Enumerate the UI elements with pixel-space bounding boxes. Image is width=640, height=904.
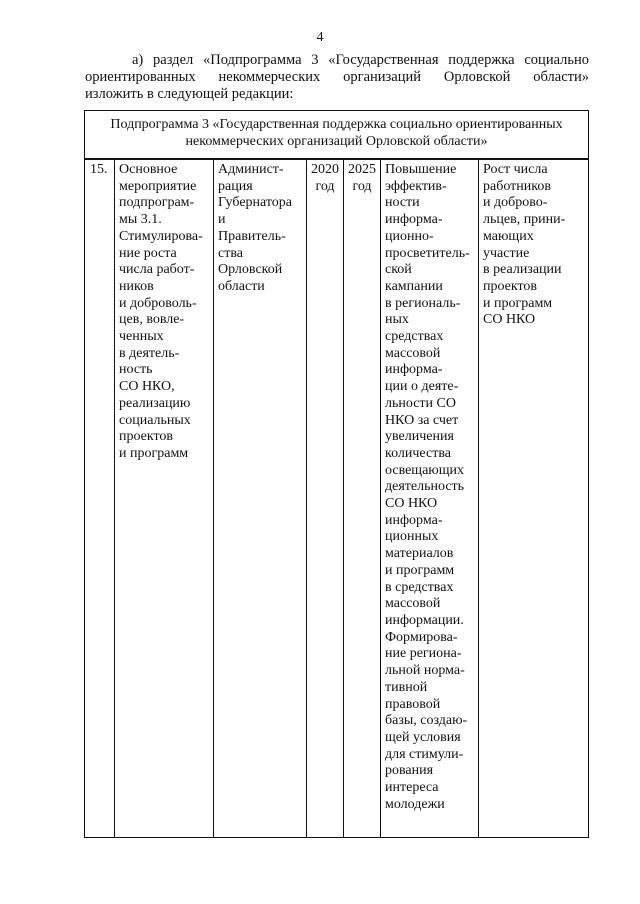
text-line: льности СО xyxy=(385,395,456,411)
start-year xyxy=(307,162,343,195)
text-line: кампании xyxy=(385,278,443,294)
header-line-1: Подпрограмма 3 «Государственная поддержка социально ориентированных xyxy=(110,117,563,132)
expected-result-cell xyxy=(381,159,479,838)
text-line: ченных xyxy=(119,329,164,345)
subprogram-table xyxy=(84,110,589,838)
text-line: проектов xyxy=(483,278,538,294)
executor-text xyxy=(218,162,303,296)
text-line: средствах xyxy=(385,329,444,345)
text-line: ционно- xyxy=(385,228,434,244)
text-line: год xyxy=(352,178,372,194)
header-line-2: некоммерческих организаций Орловской области» xyxy=(185,134,488,149)
indicator-cell xyxy=(479,159,589,838)
table-row xyxy=(85,159,589,838)
measure-text xyxy=(119,162,210,463)
text-line: льной норма- xyxy=(385,663,465,679)
text-line: тивной xyxy=(385,679,428,695)
text-line: в реализации xyxy=(483,262,562,278)
text-line: реализацию xyxy=(119,395,191,411)
text-line: увеличения xyxy=(385,429,454,445)
text-line: Правитель- xyxy=(218,228,286,244)
text-line: СО НКО xyxy=(483,312,536,328)
text-line: СО НКО xyxy=(385,496,438,512)
text-line: базы, создаю- xyxy=(385,713,468,729)
text-line: числа работ- xyxy=(119,262,195,278)
text-line: ние роста xyxy=(119,245,177,261)
text-line: Рост числа xyxy=(483,162,548,177)
text-line: льцев, прини- xyxy=(483,212,566,228)
text-line: работников xyxy=(483,178,551,194)
indicator-text xyxy=(483,162,585,329)
text-line: ции о деяте- xyxy=(385,379,459,395)
intro-paragraph xyxy=(85,52,589,103)
text-line: участие xyxy=(483,245,530,261)
page-number: 4 xyxy=(316,30,324,45)
text-line: массовой xyxy=(385,345,441,361)
text-line: ников xyxy=(119,278,154,294)
text-line: в средствах xyxy=(385,579,454,595)
text-line: социальных xyxy=(119,412,191,428)
measure-cell xyxy=(115,159,214,838)
text-line: год xyxy=(315,178,335,194)
table-header-row xyxy=(85,111,589,160)
text-line: ние регионa- xyxy=(385,646,462,662)
row-number-cell xyxy=(85,159,115,838)
text-line: материалов xyxy=(385,546,454,562)
text-line: Повышение xyxy=(385,162,457,177)
text-line: молодежи xyxy=(385,796,445,812)
text-line: Основное xyxy=(119,162,178,177)
text-line: деятельность xyxy=(385,479,465,495)
text-line: мы 3.1. xyxy=(119,212,162,228)
start-year-cell xyxy=(307,159,344,838)
end-year xyxy=(344,162,380,195)
text-line: проектов xyxy=(119,429,174,445)
text-line: 2025 xyxy=(348,162,376,177)
text-line: и программ xyxy=(483,295,553,311)
text-line: Губернатора xyxy=(218,195,293,211)
text-line: 2020 xyxy=(311,162,339,177)
text-line: ской xyxy=(385,262,412,278)
intro-line-3: изложить в следующей редакции: xyxy=(85,86,294,102)
text-line: СО НКО, xyxy=(119,379,175,395)
text-line: интереса xyxy=(385,780,439,796)
text-line: ности xyxy=(385,195,420,211)
intro-line-1: а) раздел «Подпрограмма 3 «Государственная поддержка социально xyxy=(132,52,589,68)
text-line: щей условия xyxy=(385,729,461,745)
text-line: ных xyxy=(385,312,409,328)
text-line: в деятель- xyxy=(119,345,180,361)
text-line: информации. xyxy=(385,612,464,628)
end-year-cell xyxy=(344,159,381,838)
text-line: НКО за счет xyxy=(385,412,459,428)
text-line: в региональ- xyxy=(385,295,461,311)
text-line: и доброволь- xyxy=(119,295,197,311)
expected-result-text xyxy=(385,162,475,813)
text-line: информа- xyxy=(385,512,443,528)
text-line: мероприятие xyxy=(119,178,197,194)
text-line: мающих xyxy=(483,228,534,244)
text-line: и программ xyxy=(119,445,189,461)
text-line: информа- xyxy=(385,212,443,228)
text-line: рования xyxy=(385,763,434,779)
text-line: информа- xyxy=(385,362,443,378)
text-line: ционных xyxy=(385,529,439,545)
intro-line-2: ориентированных некоммерческих организаций Орловской области» xyxy=(85,69,589,85)
text-line: и доброво- xyxy=(483,195,548,211)
text-line: и xyxy=(218,212,226,228)
text-line: правовой xyxy=(385,696,441,712)
text-line: эффектив- xyxy=(385,178,447,194)
text-line: освещающих xyxy=(385,462,465,478)
text-line: количества xyxy=(385,445,451,461)
text-line: ность xyxy=(119,362,153,378)
executor-cell xyxy=(214,159,307,838)
text-line: для стимули- xyxy=(385,746,464,762)
text-line: Админист- xyxy=(218,162,284,177)
text-line: массовой xyxy=(385,596,441,612)
text-line: и программ xyxy=(385,562,455,578)
text-line: просветитель- xyxy=(385,245,470,261)
text-line: Формирова- xyxy=(385,629,458,645)
text-line: ства xyxy=(218,245,243,261)
text-line: рация xyxy=(218,178,253,194)
text-line: Стимулирова- xyxy=(119,228,203,244)
row-number: 15. xyxy=(90,162,108,177)
text-line: Орловской xyxy=(218,262,283,278)
text-line: области xyxy=(218,278,265,294)
text-line: подпрограм- xyxy=(119,195,195,211)
text-line: цев, вовле- xyxy=(119,312,185,328)
table-header-cell xyxy=(85,111,589,160)
